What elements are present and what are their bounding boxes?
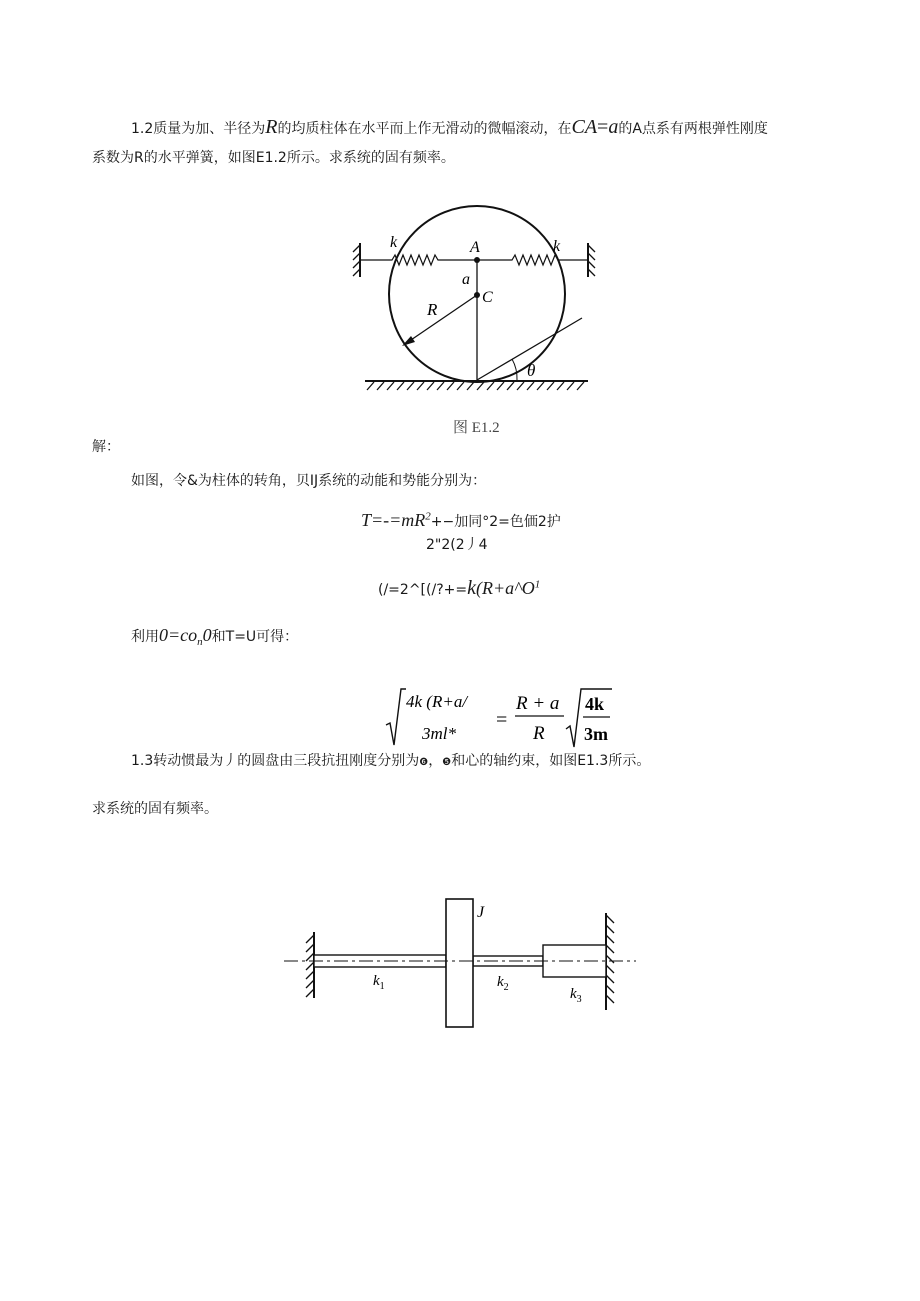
- eq-U-a: (/=2^[(/?+=: [378, 582, 468, 598]
- result-rad-den: 3m: [584, 724, 608, 744]
- symbol-dot-1: ❻: [419, 757, 429, 768]
- text-segment: 利用: [131, 629, 159, 645]
- figure-caption-e1-2: 图 E1.2: [453, 420, 500, 436]
- radical-left: [386, 689, 406, 745]
- kinetic-energy-equation: [361, 510, 561, 531]
- separator: ，: [428, 753, 443, 769]
- theta-arc: [512, 359, 517, 380]
- label-theta: θ: [527, 361, 536, 380]
- text-segment: 1.3转动惯最为丿的圆盘由三段抗扭刚度分别为: [131, 753, 420, 769]
- result-den-right: R: [533, 723, 545, 744]
- result-num-right: R + a: [516, 693, 560, 714]
- left-wall: [306, 932, 314, 998]
- text-segment: 1.2质量为加、半径为: [131, 121, 266, 137]
- label-J: J: [477, 904, 485, 921]
- result-num-left: 4k (R+a/: [406, 692, 468, 711]
- symbol-dot-2: ❺: [442, 757, 452, 768]
- text-segment: 和T=U可得：: [211, 629, 299, 645]
- problem-1-3-line-1: [131, 750, 650, 774]
- kinetic-energy-subline: 2"2(2丿4: [426, 537, 488, 553]
- var-R: R: [265, 116, 278, 138]
- result-equals: =: [496, 709, 508, 731]
- figure-e1-2: [350, 205, 600, 395]
- label-k2: $k_2$: [497, 974, 509, 993]
- point-A: [474, 257, 480, 263]
- eq-U-k: k: [467, 577, 476, 599]
- solution-label: 解：: [92, 439, 120, 455]
- disk-J: [446, 899, 473, 1027]
- solution-intro: 如图，令&为柱体的转角，贝IJ系统的动能和势能分别为：: [131, 473, 487, 489]
- equals-sign: =: [597, 116, 609, 138]
- right-wall: [588, 243, 595, 277]
- problem-1-2-line-1: [131, 116, 768, 140]
- eq-omega-sub: n: [197, 635, 203, 648]
- left-wall: [353, 243, 360, 277]
- eq-omega: 0=co: [159, 625, 198, 645]
- radius-arrowhead: [402, 336, 415, 346]
- result-den-left: 3ml*: [422, 724, 456, 743]
- text-segment: 的A点系有两根弹性刚度: [618, 121, 768, 137]
- right-spring: [477, 255, 588, 265]
- result-formula: [380, 685, 620, 751]
- eq-theta: 0: [202, 625, 212, 645]
- result-rad-num: 4k: [585, 694, 605, 714]
- label-k-left: k: [390, 234, 398, 251]
- label-C: C: [482, 289, 493, 306]
- left-spring: [360, 255, 477, 265]
- use-condition-line: [131, 624, 298, 653]
- eq-U-b: (R+a^O: [475, 578, 535, 598]
- shaft-k2: [473, 956, 543, 966]
- label-k3: $k_3$: [570, 986, 582, 1005]
- label-k1: $k_1$: [373, 973, 385, 992]
- eq-T-sup: 2: [425, 510, 431, 523]
- problem-1-2-line-2: 系数为R的水平弹簧，如图E1.2所示。求系统的固有频率。: [92, 150, 455, 166]
- eq-T-lhs: T=-=mR: [361, 510, 426, 530]
- label-A: A: [470, 239, 480, 256]
- text-segment: 的均质柱体在水平而上作无滑动的微幅滚动，在: [277, 121, 572, 137]
- var-CA: CA: [571, 116, 598, 138]
- label-R: R: [427, 300, 438, 319]
- var-a: a: [608, 116, 619, 138]
- figure-e1-3: [280, 895, 640, 1035]
- text-segment: 和心的轴约束，如图E1.3所示。: [451, 753, 651, 769]
- label-a: a: [462, 271, 470, 288]
- label-k-right: k: [553, 238, 561, 255]
- radius-line: [408, 295, 477, 342]
- eq-U-sup: 1: [534, 578, 541, 591]
- problem-1-3-line-2: 求系统的固有频率。: [92, 801, 218, 817]
- eq-T-rest: +−加同°2=色価2护: [430, 514, 561, 530]
- potential-energy-equation: [378, 577, 540, 600]
